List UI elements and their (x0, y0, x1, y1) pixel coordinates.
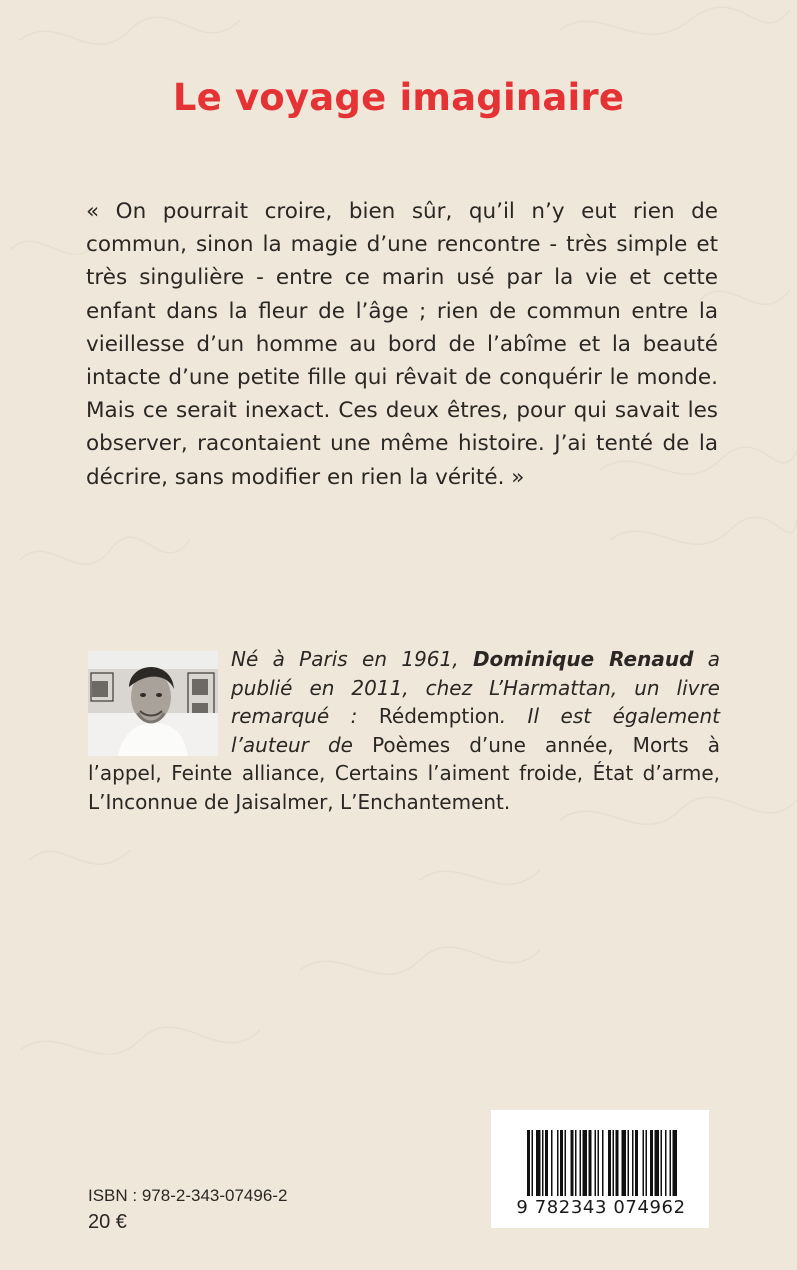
barcode-bar (527, 1130, 530, 1196)
author-biography (88, 645, 720, 817)
other-books-list: Poèmes d’une année, Morts à l’appel, Feinte alliance, Certains l’aiment froide, État d’arme, L’Inconnue de Jaisalmer, L’Enchantement. (88, 732, 720, 814)
barcode-bar (650, 1130, 653, 1196)
barcode-bar (589, 1130, 592, 1196)
barcode-bar (557, 1130, 559, 1196)
book-title-redemption: Rédemption (378, 704, 500, 729)
barcode-bar (575, 1130, 577, 1196)
barcode-bar (643, 1130, 645, 1196)
isbn-number: ISBN : 978-2-343-07496-2 (88, 1186, 288, 1205)
barcode-bar (542, 1130, 544, 1196)
barcode-bar (616, 1130, 619, 1196)
barcode-bar (632, 1130, 634, 1196)
barcode-bar (613, 1130, 615, 1196)
barcode-bar (635, 1130, 638, 1196)
barcode-bar (598, 1130, 600, 1196)
barcode-bar (580, 1130, 582, 1196)
barcode-bar (661, 1130, 663, 1196)
barcode-bar (602, 1130, 604, 1196)
barcode-bar (622, 1130, 627, 1196)
barcode-bar (545, 1130, 548, 1196)
barcode-digits: 9 782343 074962 (516, 1197, 686, 1218)
barcode-bar (646, 1130, 648, 1196)
barcode-bar (655, 1130, 660, 1196)
barcode-bar (595, 1130, 597, 1196)
price: 20 € (88, 1211, 127, 1233)
bio-text-part2: a publié en 2011, chez L’Harmattan, un livre remarqué : (231, 647, 720, 729)
bio-text-part3: . Il est également l’auteur de (231, 704, 720, 757)
barcode (491, 1110, 709, 1228)
barcode-bar (571, 1130, 574, 1196)
barcode-bar (560, 1130, 563, 1196)
book-title: Le voyage imaginaire (172, 76, 625, 119)
barcode-bar (608, 1130, 611, 1196)
barcode-bar (665, 1130, 667, 1196)
barcode-bar (565, 1130, 567, 1196)
bio-text-part1: Né à Paris en 1961, (231, 647, 473, 671)
author-name: Dominique Renaud (472, 647, 694, 671)
barcode-bar (583, 1130, 588, 1196)
barcode-bar (673, 1130, 678, 1196)
barcode-bar (536, 1130, 541, 1196)
photo-spacer (88, 645, 231, 757)
barcode-bar (551, 1130, 553, 1196)
barcode-bar (532, 1130, 534, 1196)
back-cover-quote: « On pourrait croire, bien sûr, qu’il n’y eut rien de commun, sinon la magie d’une rencontre - très simple et très singulière - entre ce marin usé par la vie et cette enfant dans la fleur de l’âge ; rien de commun entre la vieillesse d’un homme au bord de l’abîme et la beauté intacte d’une petite fille qui rêvait de conquérir le monde. Mais ce serait inexact. Ces deux êtres, pour qui savait les observer, racontaient une même histoire. J’ai tenté de la décrire, sans modifier en rien la vérité. » (86, 199, 718, 490)
barcode-bar (628, 1130, 630, 1196)
barcode-bar (670, 1130, 672, 1196)
